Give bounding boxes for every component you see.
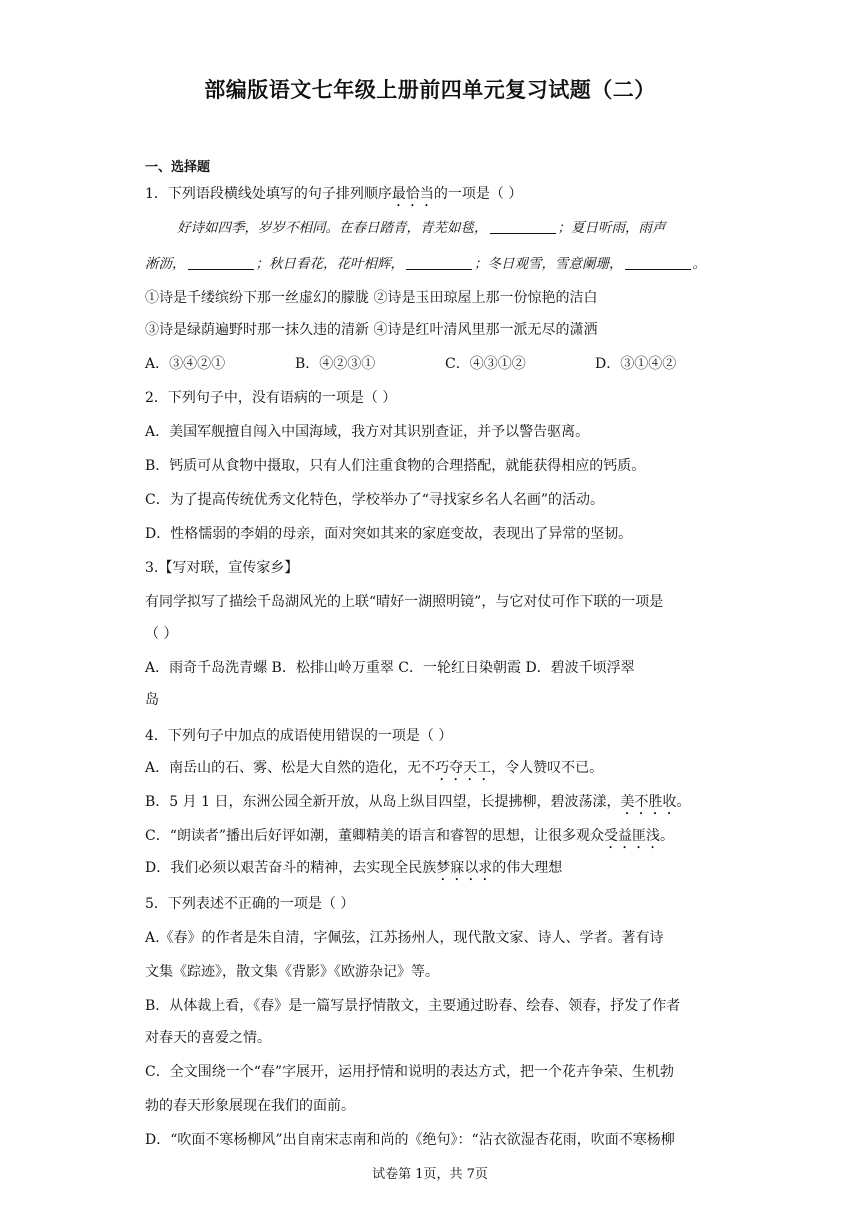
question-5-option-a-line-1: A.《春》的作者是朱自清，字佩弦，江苏扬州人，现代散文家、诗人、学者。著有诗 xyxy=(145,930,664,946)
question-4-option-c: C．“朗读者”播出后好评如潮，董卿精美的语言和睿智的思想，让很多观众受益匪浅。 xyxy=(145,828,675,844)
emphasis-dotted-text: 最恰当 xyxy=(391,186,434,202)
question-2-option-d: D．性格懦弱的李娟的母亲，面对突如其来的家庭变故，表现出了异常的坚韧。 xyxy=(145,526,633,542)
option-c: C．④③①② xyxy=(445,356,526,372)
question-1-items-line-2: ③诗是绿荫遍野时那一抹久违的清新 ④诗是红叶清风里那一派无尽的潇洒 xyxy=(145,322,598,338)
page-title: 部编版语文七年级上册前四单元复习试题（二） xyxy=(204,78,656,102)
dotted-idiom: 美不胜收 xyxy=(620,794,677,810)
question-3-stem: 3.【写对联，宣传家乡】 xyxy=(145,560,299,576)
question-5-stem: 5．下列表述不正确的一项是（ ） xyxy=(145,896,355,912)
option-b: B．④②③① xyxy=(295,356,376,372)
question-5-option-b-line-2: 对春天的喜爱之情。 xyxy=(145,1030,271,1046)
question-5-option-a-line-2: 文集《踪迹》，散文集《背影》《欧游杂记》等。 xyxy=(145,964,439,980)
question-1-passage-line-2: 淅沥， ；秋日看花，花叶相辉， ；冬日观雪，雪意阑珊， 。 xyxy=(145,256,706,272)
question-5-option-d-line-1: D．“吹面不寒杨柳风”出自南宋志南和尚的《绝句》：“沾衣欲湿杏花雨，吹面不寒杨柳 xyxy=(145,1132,675,1148)
question-5-option-c-line-2: 勃的春天形象展现在我们的面前。 xyxy=(145,1098,355,1114)
question-5-option-c-line-1: C．全文围绕一个“春”字展开，运用抒情和说明的表达方式，把一个花卉争荣、生机勃 xyxy=(145,1064,675,1080)
section-heading: 一、选择题 xyxy=(145,160,211,175)
question-4-option-b: B．5 月 1 日，东洲公园全新开放，从岛上纵目四望，长提拂柳，碧波荡漾，美不胜收。 xyxy=(145,794,691,810)
answer-blank xyxy=(490,219,556,234)
question-2-option-a: A．美国军舰擅自闯入中国海域，我方对其识别查证，并予以警告驱离。 xyxy=(145,424,590,440)
question-3-line-1: 有同学拟写了描绘千岛湖风光的上联“晴好一湖照明镜”，与它对仗可作下联的一项是 xyxy=(145,594,664,610)
question-4-stem: 4．下列句子中加点的成语使用错误的一项是（ ） xyxy=(145,728,453,744)
answer-blank xyxy=(188,255,254,270)
question-2-stem: 2．下列句子中，没有语病的一项是（ ） xyxy=(145,390,397,406)
option-d: D．③①④② xyxy=(595,356,677,372)
question-3-options-wrap: 岛 xyxy=(145,692,159,708)
question-3-line-2: （ ） xyxy=(145,626,178,642)
question-4-option-a: A．南岳山的石、雾、松是大自然的造化，无不巧夺天工，令人赞叹不已。 xyxy=(145,760,604,776)
question-1-stem: 1．下列语段横线处填写的句子排列顺序最恰当的一项是（ ） xyxy=(145,186,523,202)
question-1-passage-line-1: 好诗如四季，岁岁不相同。在春日踏青，青芜如毯， ；夏日听雨，雨声 xyxy=(177,220,666,236)
question-2-option-c: C．为了提高传统优秀文化特色，学校举办了“寻找家乡名人名画”的活动。 xyxy=(145,492,605,508)
question-3-options: A．雨奇千岛洗青螺 B．松排山岭万重翠 C．一轮红日染朝霞 D．碧波千顷浮翠 xyxy=(145,660,635,676)
dotted-idiom: 受益匪浅 xyxy=(604,828,661,844)
question-1-options xyxy=(145,354,725,374)
option-a: A．③④②① xyxy=(145,356,226,372)
question-4-option-d: D．我们必须以艰苦奋斗的精神，去实现全民族梦寐以求的伟大理想 xyxy=(145,860,563,876)
answer-blank xyxy=(406,255,472,270)
dotted-idiom: 巧夺天工 xyxy=(435,760,492,776)
question-5-option-b-line-1: B．从体裁上看，《春》是一篇写景抒情散文，主要通过盼春、绘春、领春，抒发了作者 xyxy=(145,998,681,1014)
answer-blank xyxy=(625,255,691,270)
question-2-option-b: B．钙质可从食物中摄取，只有人们注重食物的合理搭配，就能获得相应的钙质。 xyxy=(145,458,646,474)
page-footer: 试卷第 1页，共 7页 xyxy=(372,1167,488,1182)
question-1-items-line-1: ①诗是千缕缤纷下那一丝虚幻的朦胧 ②诗是玉田琼屋上那一份惊艳的洁白 xyxy=(145,290,598,306)
dotted-idiom: 梦寐以求 xyxy=(436,860,493,876)
